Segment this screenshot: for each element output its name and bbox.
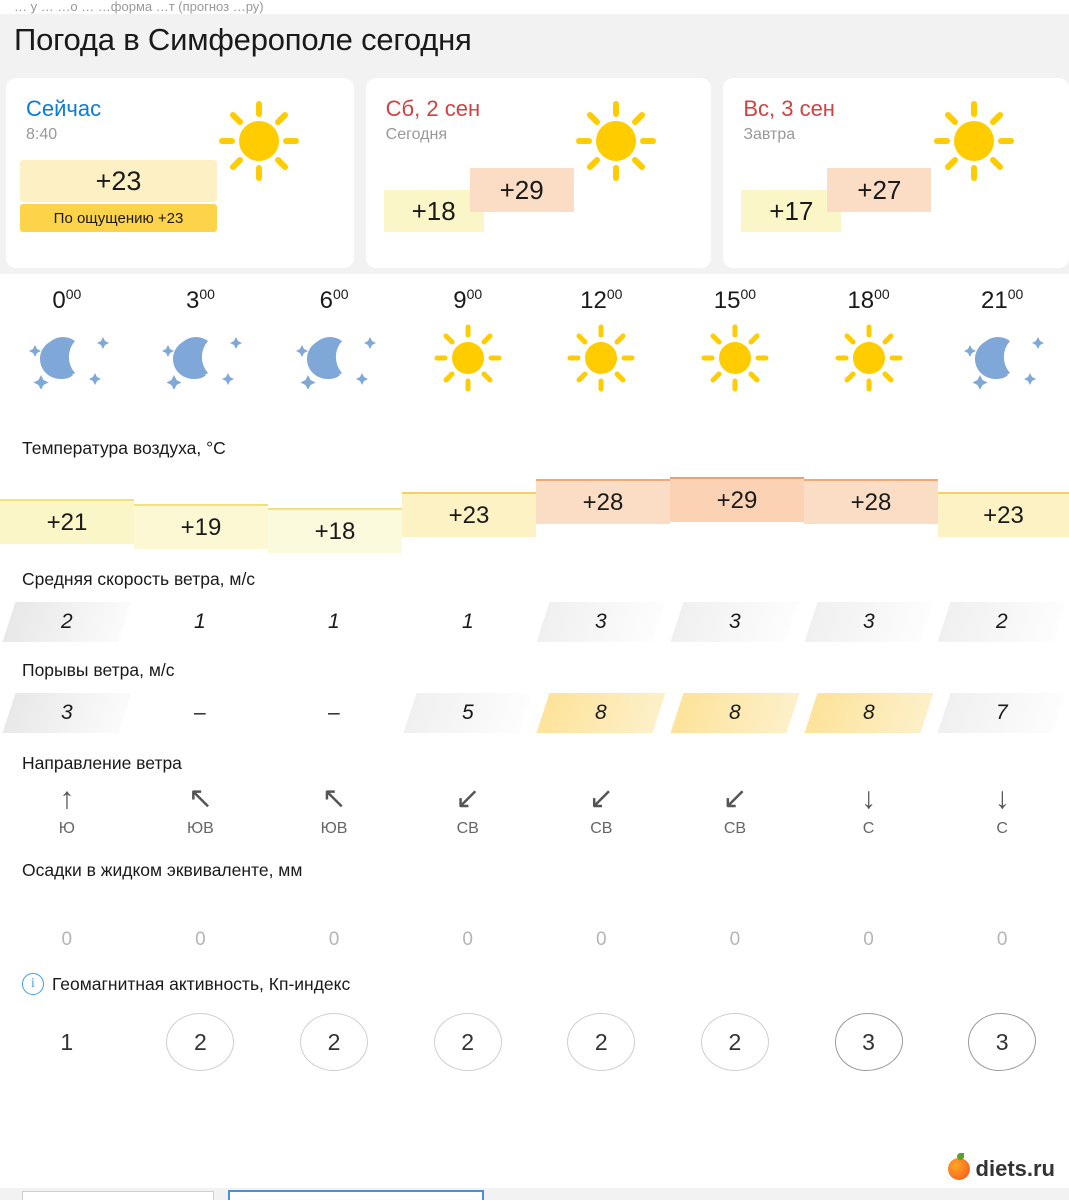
- kp-index-cell: 2: [701, 1013, 769, 1071]
- card-now-time: 8:40: [26, 126, 58, 143]
- geomagnetic-label: Геомагнитная активность, Кп-индекс: [52, 973, 351, 994]
- details-panel: [0, 410, 1069, 1126]
- wind-speed-cell: 2: [2, 602, 131, 642]
- sun-icon: [216, 98, 302, 189]
- card-day-1-day-temp: +29: [470, 168, 574, 212]
- wind-direction-label: СВ: [456, 820, 479, 837]
- moon-icon: [21, 327, 113, 389]
- bottom-panel-active[interactable]: [228, 1190, 484, 1200]
- hour-label: $21^{00}$: [981, 286, 1024, 314]
- hour-cell: [802, 274, 936, 410]
- card-day-1-title: Сб, 2 сен: [385, 96, 481, 121]
- wind-gust-cell: 8: [804, 693, 933, 733]
- info-icon[interactable]: i: [22, 973, 44, 995]
- wind-arrow-icon: ↓: [861, 782, 877, 815]
- wind-direction-label: ЮВ: [320, 820, 348, 837]
- temperature-value: +21: [0, 499, 134, 544]
- hour-label: $9^{00}$: [453, 286, 483, 314]
- brand-logo[interactable]: [948, 1156, 1055, 1182]
- temperature-chart: [0, 477, 1069, 551]
- hourly-strip: [0, 274, 1069, 410]
- card-now-title: Сейчас: [26, 96, 102, 121]
- hour-cell: [134, 274, 268, 410]
- wind-gust-cell: –: [194, 701, 207, 724]
- precipitation-cell: 0: [596, 929, 607, 950]
- hour-label: $6^{00}$: [319, 286, 349, 314]
- section-title-precipitation: Осадки в жидком эквиваленте, мм: [22, 860, 303, 880]
- kp-index-cell: 3: [835, 1013, 903, 1071]
- wind-speed-row: [0, 602, 1069, 642]
- bottom-edge: [0, 1188, 1069, 1200]
- wind-arrow-icon: ↙: [588, 782, 614, 815]
- wind-speed-cell: 2: [938, 602, 1067, 642]
- wind-arrow-icon: ↙: [722, 782, 748, 815]
- kp-index-cell: 2: [434, 1013, 502, 1071]
- sun-icon: [565, 327, 637, 389]
- temperature-value: +28: [536, 479, 670, 524]
- temperature-value: +23: [938, 492, 1069, 537]
- sun-icon: [833, 327, 905, 389]
- wind-speed-cell: 1: [194, 610, 207, 633]
- section-title-geomagnetic: [0, 973, 1069, 995]
- card-now-feels-like: По ощущению +23: [20, 204, 217, 232]
- wind-gust-cell: 3: [2, 693, 131, 733]
- wind-arrow-icon: ↙: [455, 782, 481, 815]
- wind-direction-row: [0, 784, 1069, 838]
- wind-speed-cell: 3: [537, 602, 666, 642]
- section-title-wind-gust: Порывы ветра, м/с: [22, 660, 175, 680]
- precipitation-cell: 0: [462, 929, 473, 950]
- bottom-panel-left[interactable]: [22, 1191, 214, 1200]
- hour-label: $15^{00}$: [713, 286, 757, 314]
- wind-speed-cell: 3: [804, 602, 933, 642]
- wind-arrow-icon: ↓: [994, 782, 1010, 815]
- temperature-value: +23: [402, 492, 536, 537]
- wind-direction-label: С: [996, 820, 1008, 837]
- card-day-2-subtitle: Завтра: [743, 126, 796, 143]
- precipitation-cell: 0: [863, 929, 874, 950]
- wind-direction-label: СВ: [723, 820, 747, 837]
- card-day-1-night-temp: +18: [384, 190, 484, 232]
- hour-cell: [668, 274, 802, 410]
- kp-index-cell: 2: [166, 1013, 234, 1071]
- card-now[interactable]: [6, 78, 354, 268]
- temperature-value: +19: [134, 504, 268, 549]
- browser-top-strip: … у … …о … …форма …т (прогноз …ру): [0, 0, 1069, 14]
- wind-direction-label: СВ: [590, 820, 613, 837]
- kp-index-cell: 2: [567, 1013, 635, 1071]
- sun-icon: [699, 327, 771, 389]
- hour-cell: [935, 274, 1069, 410]
- wind-direction-label: С: [862, 820, 875, 837]
- temperature-value: +18: [268, 508, 402, 553]
- hour-cell: [401, 274, 535, 410]
- wind-gust-cell: 8: [537, 693, 666, 733]
- kp-index-cell: 1: [60, 1028, 74, 1055]
- section-title-wind-speed: Средняя скорость ветра, м/с: [22, 569, 256, 589]
- wind-arrow-icon: ↖: [321, 782, 347, 815]
- moon-icon: [154, 327, 246, 389]
- card-day-2-night-temp: +17: [741, 190, 841, 232]
- tomato-icon: [948, 1158, 970, 1180]
- section-title-wind-direction: Направление ветра: [22, 753, 182, 773]
- wind-speed-cell: 3: [670, 602, 799, 642]
- hour-label: $18^{00}$: [847, 286, 890, 314]
- hour-cell: [535, 274, 669, 410]
- hour-cell: [267, 274, 401, 410]
- temperature-value: +28: [804, 479, 938, 524]
- hour-label: $3^{00}$: [185, 286, 215, 314]
- hour-label: $0^{00}$: [52, 286, 82, 314]
- wind-arrow-icon: ↑: [59, 782, 75, 815]
- wind-gust-cell: –: [328, 701, 340, 724]
- card-day-1[interactable]: [366, 78, 712, 268]
- wind-gust-cell: 5: [403, 693, 532, 733]
- precipitation-cell: 0: [328, 929, 340, 950]
- wind-gust-row: [0, 693, 1069, 733]
- section-title-temperature: Температура воздуха, °C: [22, 438, 226, 458]
- wind-arrow-icon: ↖: [187, 782, 213, 815]
- card-day-2-day-temp: +27: [827, 168, 931, 212]
- card-day-1-subtitle: Сегодня: [385, 126, 447, 143]
- kp-index-cell: 2: [300, 1013, 368, 1071]
- page-title: Погода в Симферополе сегодня: [14, 22, 472, 57]
- precipitation-cell: 0: [996, 929, 1008, 950]
- wind-speed-cell: 1: [461, 610, 474, 633]
- moon-icon: [956, 327, 1048, 389]
- wind-direction-label: ЮВ: [187, 820, 214, 837]
- wind-gust-cell: 7: [938, 693, 1067, 733]
- precipitation-cell: 0: [729, 929, 741, 950]
- brand-label: diets.ru: [975, 1156, 1055, 1181]
- precipitation-cell: 0: [61, 929, 73, 950]
- moon-icon: [288, 327, 380, 389]
- wind-speed-cell: 1: [328, 610, 340, 633]
- day-cards: [0, 78, 1069, 268]
- temperature-value: +29: [670, 477, 804, 522]
- card-now-temperature: +23: [20, 160, 217, 202]
- wind-gust-cell: 8: [670, 693, 799, 733]
- hour-cell: [0, 274, 134, 410]
- kp-index-row: [0, 1013, 1069, 1071]
- precipitation-cell: 0: [195, 929, 206, 950]
- precipitation-row: [0, 929, 1069, 951]
- card-day-2-title: Вс, 3 сен: [743, 96, 835, 121]
- sun-icon: [432, 327, 504, 389]
- wind-direction-label: Ю: [58, 820, 75, 837]
- hour-label: $12^{00}$: [580, 286, 623, 314]
- kp-index-cell: 3: [968, 1013, 1036, 1071]
- card-day-2[interactable]: [723, 78, 1069, 268]
